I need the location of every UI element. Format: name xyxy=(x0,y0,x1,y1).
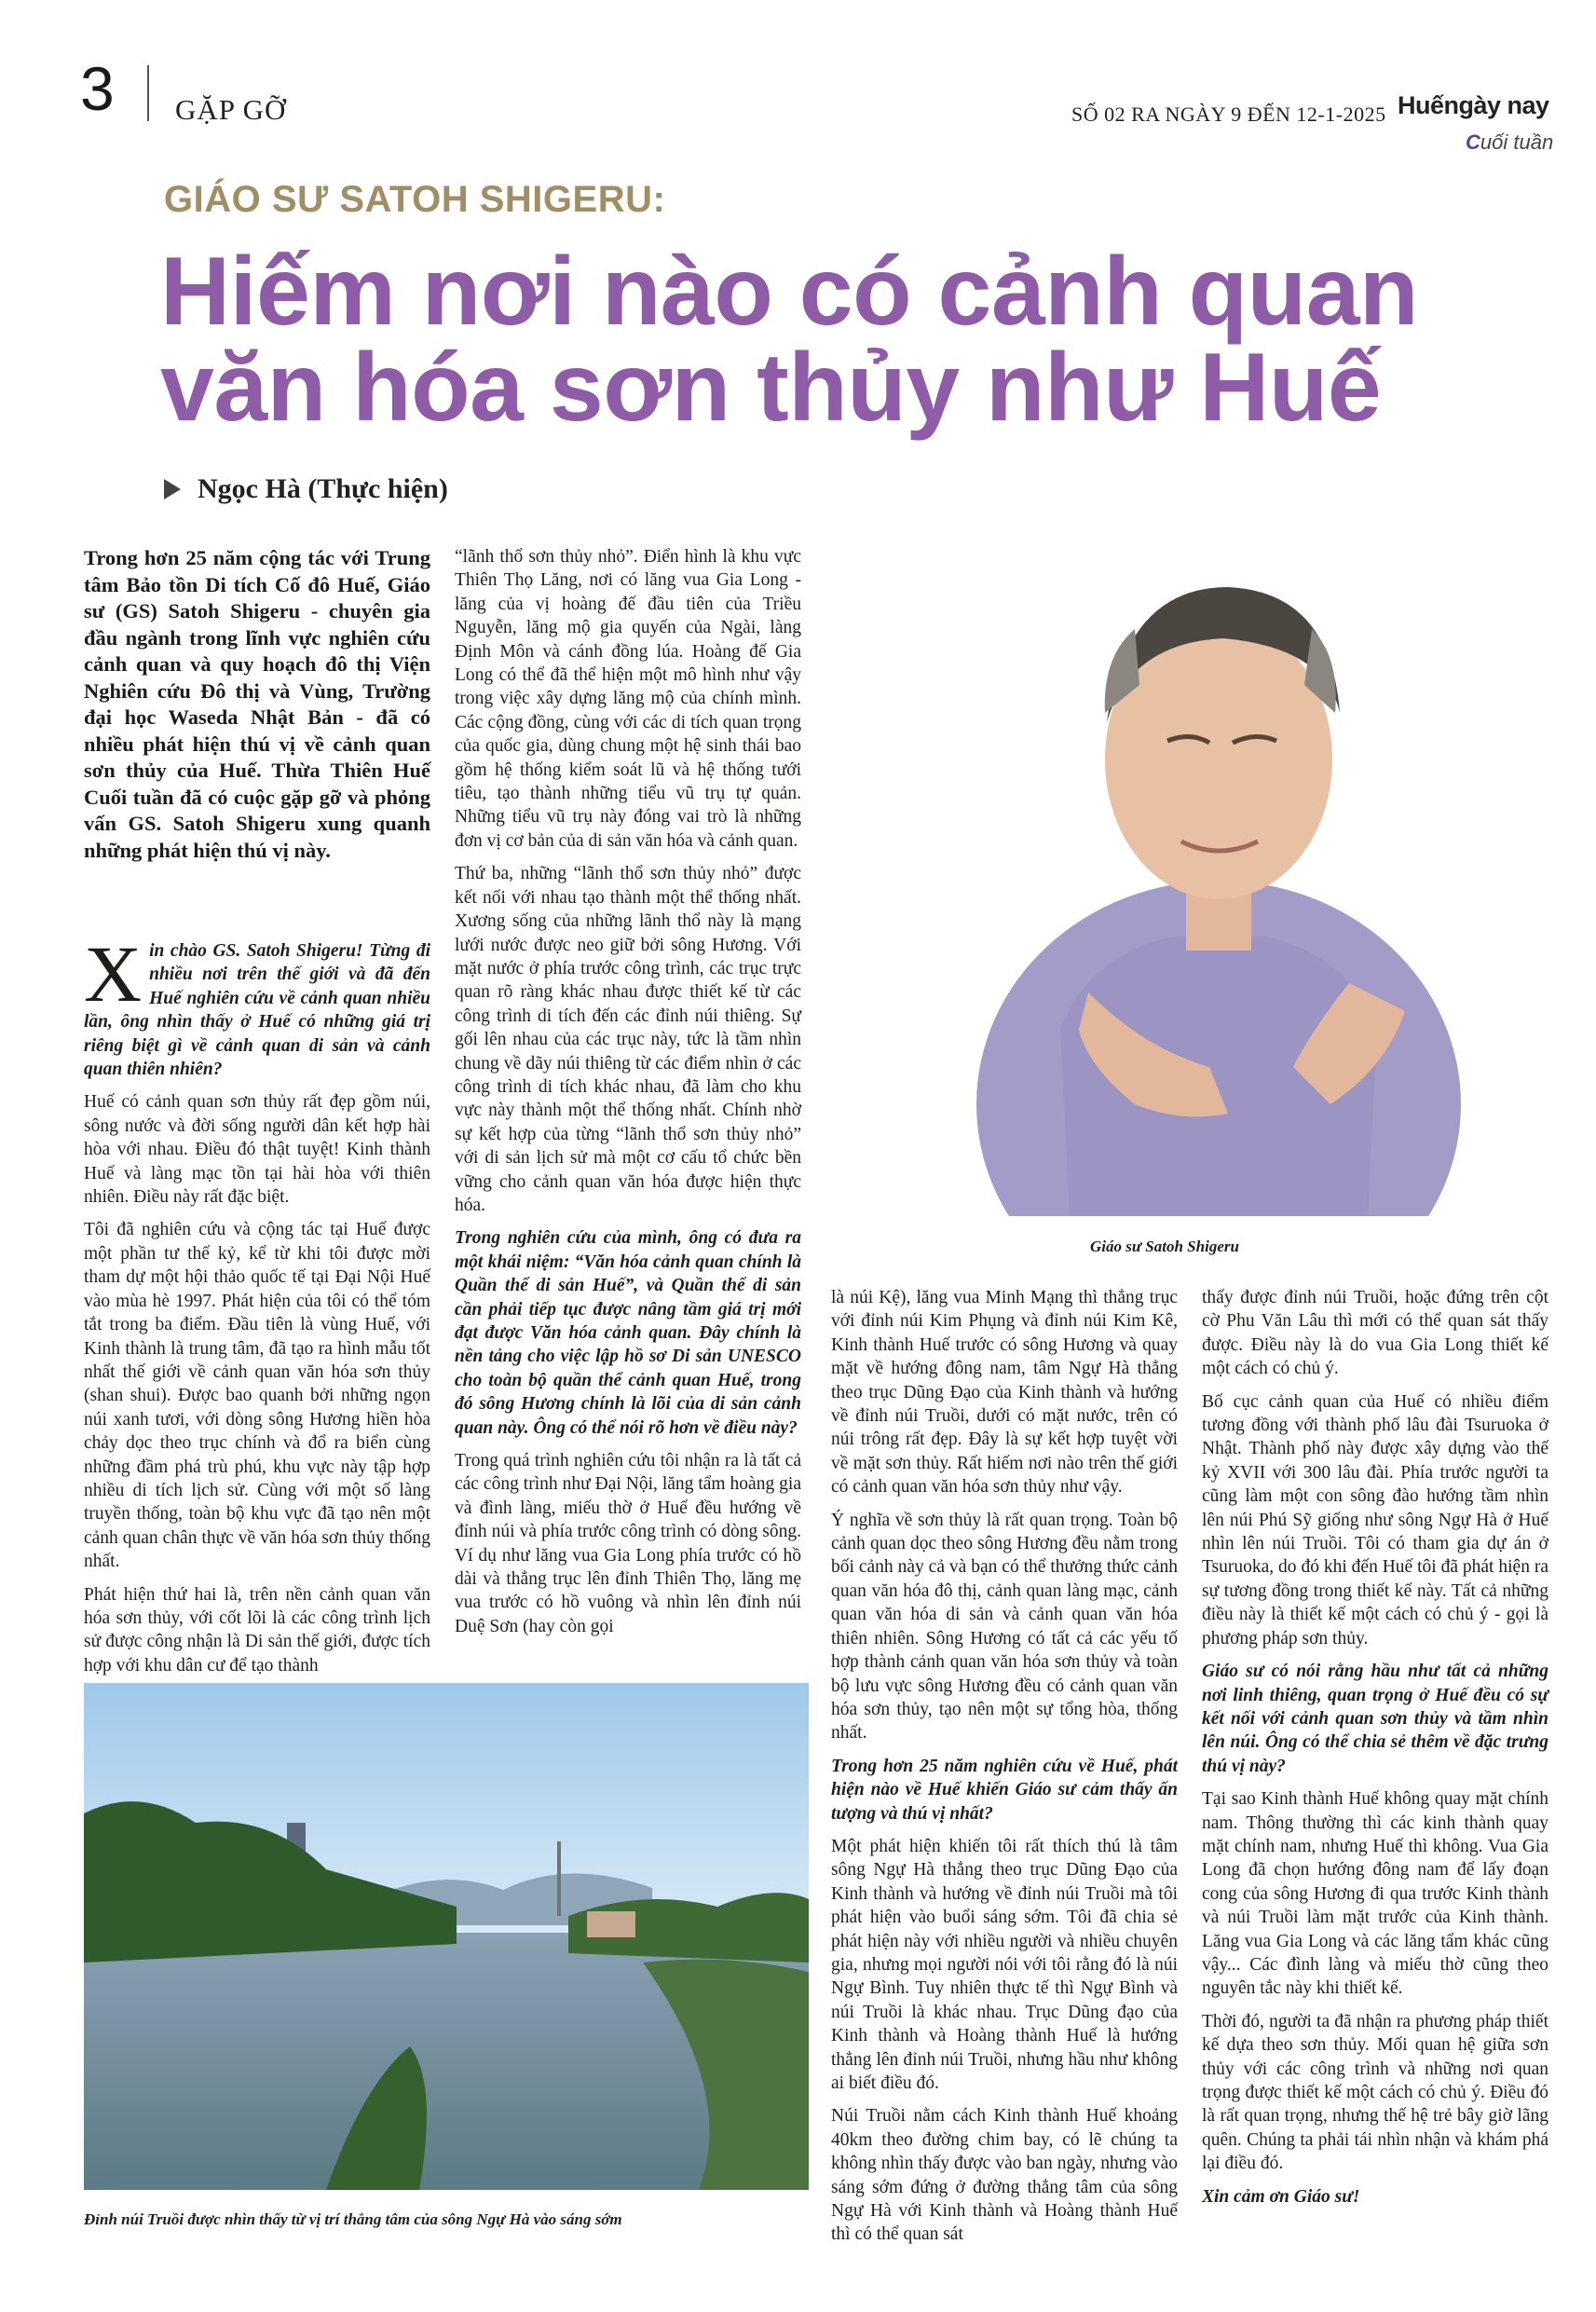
closing-thanks: Xin cảm ơn Giáo sư! xyxy=(1202,2186,1360,2207)
brand-sub-rest: uối tuần xyxy=(1480,130,1554,154)
question-3: Trong hơn 25 năm nghiên cứu về Huế, phát hiện nào về Huế khiến Giáo sư cảm thấy ấn tượng và thú vị nhất? xyxy=(831,1756,1178,1824)
landscape-photo xyxy=(84,1683,809,2190)
brand-logo: Huếngày nay xyxy=(1398,91,1549,119)
issue-date: SỐ 02 RA NGÀY 9 ĐẾN 12-1-2025 xyxy=(1071,103,1386,126)
question-1 xyxy=(84,929,430,1081)
kicker: GIÁO SƯ SATOH SHIGERU: xyxy=(164,179,666,220)
column-1b xyxy=(84,929,430,1687)
portrait-illustration xyxy=(902,545,1517,1216)
section-label: GẶP GỠ xyxy=(175,93,287,126)
answer-1-p1: Huế có cảnh quan sơn thủy rất đẹp gồm núi, sông nước và đời sống người dân kết hợp hài hòa với nhau. Điều đó thật tuyệt! Kinh thành Huế và làng mạc tồn tại hài hòa với thiên nhiên. Điều này rất đặc biệt. xyxy=(84,1092,430,1208)
question-1-text: in chào GS. Satoh Shigeru! Từng đi nhiều nơi trên thế giới và đã đến Huế nghiên cứu về cảnh quan nhiều lần, ông nhìn thấy ở Huế có những giá trị riêng biệt gì về cảnh quan di sản và cảnh quan thiên nhiên? xyxy=(84,941,430,1080)
portrait-caption: Giáo sư Satoh Shigeru xyxy=(1090,1238,1239,1255)
headline: Hiếm nơi nào có cảnh quan văn hóa sơn thủy như Huế xyxy=(160,238,1419,442)
brand-subtitle xyxy=(1466,130,1553,155)
byline xyxy=(164,473,448,505)
portrait-photo xyxy=(902,545,1517,1216)
question-2: Trong nghiên cứu của mình, ông có đưa ra một khái niệm: “Văn hóa cảnh quan chính là Quần thể di sản Huế”, và Quần thể di sản cần phải tiếp tục được nâng tầm giá trị mới đạt được Văn hóa cảnh quan. Đây chính là nền tảng cho việc lập hồ sơ Di sản UNESCO cho toàn bộ quần thể cảnh quan Huế, trong đó sông Hương chính là lõi của di sản cảnh quan này. Ông có thể nói rõ hơn về điều này? xyxy=(455,1228,801,1438)
answer-1-p2: Tôi đã nghiên cứu và cộng tác tại Huế được một phần tư thế kỷ, kể từ khi tôi được mời tham dự một hội thảo quốc tế tại Đại Nội Huế vào mùa hè 1997. Phát hiện của tôi có thể tóm tắt trong ba điểm. Đầu tiên là vùng Huế, với Kinh thành là trung tâm, đã tạo ra hình mẫu tốt nhất thế giới về cảnh quan văn hóa sơn thủy (shan shui). Được bao quanh bởi những ngọn núi xanh tươi, với dòng sông Hương hiền hòa chảy dọc theo trục chính và đổ ra biển cùng những đầm phá trù phú, khu vực này tập hợp nhiều di tích lịch sử. Cùng với một số làng truyền thống, toàn bộ khu vực đã tạo nên một cảnh quan chân thực về văn hóa sơn thủy thống nhất. xyxy=(84,1220,430,1572)
answer-4-p1: Tại sao Kinh thành Huế không quay mặt chính nam. Thông thường thì các kinh thành quay mặt chính nam, nhưng Huế thì không. Vua Gia Long đã chọn hướng đông nam để lấy đoạn cong của sông Hương đi qua trước Kinh thành và núi Truồi làm mặt trước của Kinh thành. Lăng vua Gia Long và các lăng tẩm khác cũng vậy... Các đình làng và miếu thờ cũng theo nguyên tắc này khi thiết kế. xyxy=(1202,1789,1548,1999)
answer-1-p5: Thứ ba, những “lãnh thổ sơn thủy nhỏ” được kết nối với nhau tạo thành một thể thống nhất. Xương sống của những lãnh thổ này là mạng lưới nước được neo giữ bởi sông Hương. Với mặt nước ở phía trước công trình, các trục trực quan rõ ràng khác nhau được thiết kế từ các công trình di tích đến các đỉnh núi thiêng. Sự gối lên nhau của các trục này, tức là tầm nhìn chung về dãy núi thiêng từ các điểm nhìn ở các công trình di tích khác nhau, đã làm cho khu vực này thành một thể thống nhất. Chính nhờ sự kết hợp của từng “lãnh thổ sơn thủy nhỏ” với di sản lịch sử mà một cơ cấu tổ chức bền vững cho cảnh quan văn hóa được hiện thực hóa. xyxy=(455,864,801,1215)
answer-3-p2: Núi Truồi nằm cách Kinh thành Huế khoảng 40km theo đường chim bay, có lẽ chúng ta không nhìn thấy được vào ban ngày, nhưng vào sáng sớm đứng ở đường thẳng tâm của sông Ngự Hà với Kinh thành và Hoàng thành Huế thì có thể quan sát xyxy=(831,2106,1178,2245)
landscape-caption: Đỉnh núi Truồi được nhìn thấy từ vị trí thẳng tâm của sông Ngự Hà vào sáng sớm xyxy=(84,2210,622,2228)
answer-3-p4: Bố cục cảnh quan của Huế có nhiều điểm tương đồng với thành phố lâu đài Tsuruoka ở Nhật. Thành phố này được xây dựng vào thế kỷ XVII với 300 lâu đài. Phía trước người ta cũng làm một con sông đào hướng tầm nhìn lên núi Phú Sỹ giống như sông Ngự Hà ở Huế nhìn lên núi Truồi. Tôi có tham gia dự án ở Tsuruoka, do đó khi đến Huế tôi đã phát hiện ra sự tương đồng trong thiết kế này. Tất cả những điều này là thiết kế một cách có chủ ý - gọi là phương pháp sơn thủy. xyxy=(1202,1391,1548,1648)
answer-3-p1: Một phát hiện khiến tôi rất thích thú là tâm sông Ngự Hà thẳng theo trục Dũng Đạo của Kinh thành và hướng về đỉnh núi Truồi mà tôi phát hiện vào buổi sáng sớm. Tôi đã chia sẻ phát hiện này với nhiều người và nhiều chuyên gia, nhưng mọi người nói với tôi rằng đó là núi Ngự Bình. Tuy nhiên thực tế thì Ngự Bình và núi Truồi là khác nhau. Trục Dũng đạo của Kinh thành và Hoàng thành Huế là hướng thẳng lên đỉnh núi Truồi, nhưng hầu như không ai biết điều đó. xyxy=(831,1836,1178,2093)
header-divider xyxy=(147,65,149,121)
answer-1-p3: Phát hiện thứ hai là, trên nền cảnh quan văn hóa sơn thủy, với cốt lõi là các công trình lịch sử được công nhận là Di sản thế giới, được tích hợp với khu dân cư để tạo thành xyxy=(84,1584,430,1676)
byline-triangle-icon xyxy=(164,479,181,499)
question-4: Giáo sư có nói rằng hầu như tất cả những nơi linh thiêng, quan trọng ở Huế đều có sự kết nối với cảnh quan sơn thủy và tầm nhìn lên núi. Ông có thể chia sẻ thêm về đặc trưng thú vị này? xyxy=(1202,1662,1548,1776)
page-number: 3 xyxy=(80,54,115,123)
byline-author: Ngọc Hà (Thực hiện) xyxy=(198,473,448,504)
drop-cap: X xyxy=(84,929,143,1019)
column-1 xyxy=(84,545,430,873)
landscape-illustration xyxy=(84,1683,809,2190)
column-3 xyxy=(831,1286,1178,2256)
column-4 xyxy=(1202,1286,1548,2218)
answer-1-p4: “lãnh thổ sơn thủy nhỏ”. Điển hình là khu vực Thiên Thọ Lăng, nơi có lăng vua Gia Long - lăng của vị hoàng đế đầu tiên của Triều Nguyễn, lăng mộ gia quyến của Ngài, làng Định Môn và cánh đồng lúa. Hoàng đế Gia Long có thể đã thể hiện một mô hình như vậy trong việc xây dựng lăng mộ của chính mình. Các cộng đồng, cùng với các di tích quan trọng của quốc gia, dùng chung một hệ sinh thái bao gồm hệ thống kiểm soát lũ và hệ thống tưới tiêu, tạo thành những tiểu vũ trụ tự quản. Những tiểu vũ trụ này đóng vai trò là những đơn vị cơ bản của di sản văn hóa và cảnh quan. xyxy=(455,547,801,851)
brand-sub-initial: C xyxy=(1466,130,1480,154)
answer-4-p2: Thời đó, người ta đã nhận ra phương pháp thiết kế dựa theo sơn thủy. Mối quan hệ giữa sơn thủy với các công trình và những nơi quan trọng được thiết kế một cách có chủ ý. Điều đó là rất quan trọng, nhưng thế hệ trẻ bây giờ lãng quên. Chúng ta phải tái nhìn nhận và khám phá lại điều đó. xyxy=(1202,2011,1548,2174)
column-2 xyxy=(455,545,801,1648)
answer-3-p3: thấy được đỉnh núi Truồi, hoặc đứng trên cột cờ Phu Văn Lâu thì mới có thể quan sát thấy được. Điều này là do vua Gia Long thiết kế một cách có chủ ý. xyxy=(1202,1288,1548,1379)
answer-2-p3: Ý nghĩa về sơn thủy là rất quan trọng. Toàn bộ cảnh quan dọc theo sông Hương đều nằm trong bối cảnh này cả và bạn có thể thưởng thức cảnh quan văn hóa đô thị, cảnh quan làng mạc, cảnh quan văn hóa di sản và cảnh quan văn hóa thiên nhiên. Sông Hương có tất cả các yếu tố hợp thành cảnh quan văn hóa sơn thủy và toàn bộ lưu vực sông Hương đều có cảnh quan văn hóa sơn thủy, tạo nên một sự tổng hòa, thống nhất. xyxy=(831,1510,1178,1744)
lead-paragraph: Trong hơn 25 năm cộng tác với Trung tâm Bảo tồn Di tích Cố đô Huế, Giáo sư (GS) Satoh Shigeru - chuyên gia đầu ngành trong lĩnh vực nghiên cứu cảnh quan và quy hoạch đô thị Viện Nghiên cứu Đô thị và Vùng, Trường đại học Waseda Nhật Bản - đã có nhiều phát hiện thú vị về cảnh quan sơn thủy của Huế. Thừa Thiên Huế Cuối tuần đã có cuộc gặp gỡ và phỏng vấn GS. Satoh Shigeru xung quanh những phát hiện thú vị này. xyxy=(84,546,430,862)
answer-2-p1: Trong quá trình nghiên cứu tôi nhận ra là tất cả các công trình như Đại Nội, lăng tẩm hoàng gia và đình làng, miếu thờ ở Huế đều hướng về đỉnh núi và phía trước công trình có dòng sông. Ví dụ như lăng vua Gia Long phía trước có hồ dài và thẳng trục lên đỉnh Thiên Thọ, lăng mẹ vua trước có hồ vuông và nhìn lên đỉnh núi Duệ Sơn (hay còn gọi xyxy=(455,1451,801,1636)
answer-2-p2: là núi Kệ), lăng vua Minh Mạng thì thẳng trục với đỉnh núi Kim Phụng và đỉnh núi Kim Kê, Kinh thành Huế trước có sông Hương và quay mặt về hướng đông nam, tâm Ngự Hà thẳng theo trục Dũng Đạo của Kinh thành và hướng về đỉnh núi Truồi, dưới có mặt nước, trên có núi trông rất đẹp. Đây là sự kết hợp tuyệt vời về mặt sơn thủy. Rất hiếm nơi nào trên thế giới có cảnh quan văn hóa sơn thủy như vậy. xyxy=(831,1288,1178,1498)
